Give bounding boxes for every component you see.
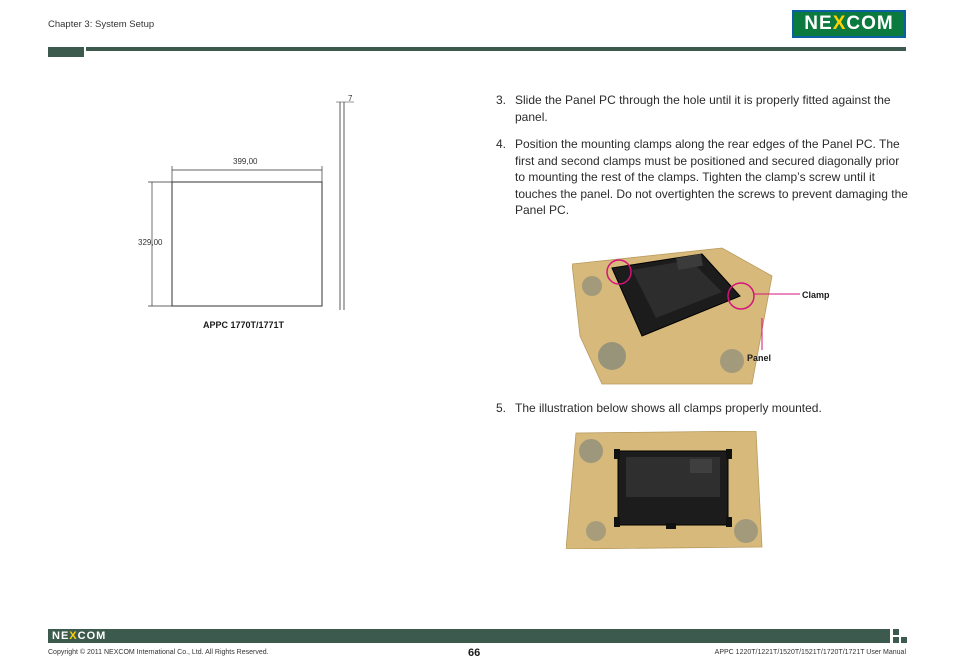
step-4 — [496, 136, 908, 219]
dimension-height: 329,00 — [138, 238, 163, 247]
step-5 — [496, 400, 908, 417]
cutout-dimension-diagram — [130, 90, 370, 320]
header-rule — [86, 47, 906, 51]
step-text: Slide the Panel PC through the hole until it is properly fitted against the panel. — [515, 93, 891, 124]
step-number: 4. — [496, 137, 507, 151]
diagram-caption: APPC 1770T/1771T — [203, 320, 285, 330]
step-text: Position the mounting clamps along the rear edges of the Panel PC. The first and second clamps must be positioned and secured diagonally prior to mounting the rest of the clamps. Tighten the clamp’s screw until it touches the panel. Do not overtighten the screws to prevent damaging the Panel PC. — [515, 137, 908, 217]
footer-logo — [52, 629, 106, 643]
clamp-mounting-photo — [572, 246, 842, 386]
step-number: 3. — [496, 93, 507, 107]
chapter-title: Chapter 3: System Setup — [48, 19, 155, 30]
footer-squares-icon — [893, 629, 907, 643]
logo-part-a: NE — [804, 13, 833, 34]
footer-logo-x: X — [69, 630, 78, 642]
footer-logo-a: NE — [52, 630, 70, 642]
header-accent-block — [48, 47, 84, 57]
step-text: The illustration below shows all clamps properly mounted. — [515, 401, 822, 415]
panel-label: Panel — [747, 353, 772, 363]
step-3 — [496, 92, 908, 125]
cutout-outline — [172, 182, 322, 306]
step-number: 5. — [496, 401, 507, 415]
logo-part-x: X — [832, 13, 847, 34]
clamps-mounted-photo — [566, 431, 766, 549]
dimension-depth: 7 — [348, 94, 353, 103]
logo-part-b: COM — [846, 13, 894, 34]
page-number: 66 — [468, 647, 481, 659]
clamp-label: Clamp — [802, 290, 830, 300]
dimension-width: 399,00 — [233, 157, 258, 166]
footer-logo-b: COM — [77, 630, 107, 642]
manual-title: APPC 1220T/1221T/1520T/1521T/1720T/1721T User Manual — [714, 649, 906, 656]
nexcom-logo — [792, 10, 906, 38]
footer-bar — [48, 629, 890, 643]
copyright-text: Copyright © 2011 NEXCOM International Co., Ltd. All Rights Reserved. — [48, 649, 269, 656]
